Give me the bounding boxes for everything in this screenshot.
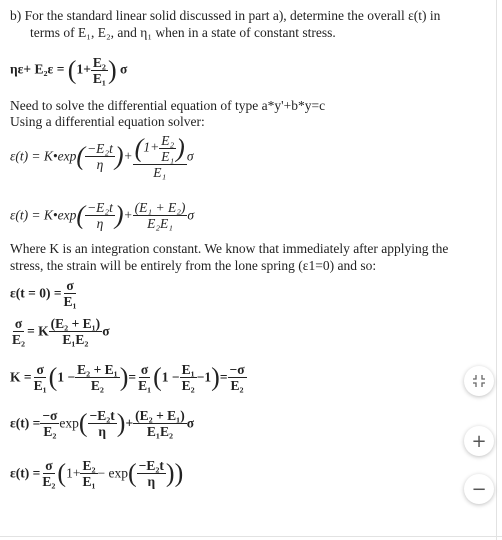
sol1-exp-den: η [96,157,104,172]
eqk2-left: K = [10,369,32,385]
collapse-button[interactable] [464,366,494,396]
eqk2-eq2: = [219,369,228,385]
eqk2-e-num: −σ [229,362,245,377]
equation-strain-final [10,458,183,489]
eqk-mid: = K [27,323,49,339]
eqk-left-fraction [10,316,27,347]
paren-close: ) [165,458,175,488]
viewer-bottom-border [0,536,502,537]
ef2-b-fraction [80,458,97,489]
equation-strain-form-1 [10,408,194,439]
intro-line-2: terms of E₁, E₂, and η₁ when in a state of constant stress. [30,25,336,40]
sol1-inner-num: E₂ [161,133,175,148]
paren-open: ( [57,458,67,488]
eqk2-c-num: σ [140,362,149,377]
sol1-inner-one: 1+ [143,139,160,155]
paren-open: ( [48,362,58,392]
eqk2-a-den: E₁ [33,378,47,393]
sol1-left: ε(t) = K•exp [10,148,77,164]
ef2-a-num: σ [45,458,53,473]
eqk2-c-fraction [136,362,153,393]
ef2-one: 1+ [66,465,81,481]
eqk2-b-num: E₂ + E₁ [77,362,118,377]
paren-open: ( [76,200,86,230]
ef1-left: ε(t) = [10,415,41,431]
eq-init-fraction [62,278,79,309]
paren-close: ) [174,458,184,488]
eq1-left: ηε+ E₂ε = [10,61,65,77]
paren-open: ( [76,141,86,171]
ef1-plus: + [125,415,134,431]
eqk2-c-den: E₁ [138,378,152,393]
sol1-inner-den: E₁ [161,149,175,164]
equation-k-solved [10,362,247,393]
plus-icon: + [471,430,487,452]
paragraph-line-2: stress, the strain will be entirely from the lone spring (ε1=0) and so: [10,258,377,273]
ef1-x-den: η [98,424,106,439]
eq1-fraction [91,55,108,86]
ef2-x-fraction [137,458,166,489]
sol2-den: E₂E₁ [147,216,173,231]
paren-close: ) [114,141,124,171]
solver-result-2 [10,200,194,231]
eqk-lnum: σ [14,316,23,331]
ef2-b-num: E₂ [82,458,96,473]
eqk-den: E₁E₂ [62,332,89,347]
paren-open: ( [134,133,144,163]
ef2-minus: − exp [97,465,128,481]
eq-init-left: ε(t = 0) = [10,285,62,301]
eqk2-one: 1 − [57,369,76,385]
intro-line-1: b) For the standard linear solid discussed in part a), determine the overall ε(t) in [10,8,441,23]
instruction-line-2: Using a differential equation solver: [10,114,205,129]
sol2-left: ε(t) = K•exp [10,207,77,223]
minus-icon: − [471,478,487,500]
sol2-exp-num: −E₂t [87,200,113,215]
paren-open: ( [127,458,137,488]
eqk2-e-fraction [228,362,247,393]
eq1-one: 1+ [76,61,91,77]
ef2-x-den: η [147,474,156,489]
eqk2-a-num: σ [36,362,44,377]
ef2-b-den: E₁ [82,474,96,489]
eqk-num: (E₂ + E₁) [50,316,101,331]
eqk2-d-fraction [180,362,197,393]
zoom-out-button[interactable] [464,474,494,504]
paragraph-line-1: Where K is an integration constant. We know that immediately after applying the [10,241,449,256]
paren-open: ( [67,55,77,85]
sol2-fraction [133,200,188,231]
ef1-x-num: −E₂t [89,408,115,423]
eqk2-minus1: −1 [196,369,212,385]
sol1-exp-num: −E₂t [87,141,113,156]
collapse-arrows-icon [472,374,486,388]
eqk2-eq: = [128,369,137,385]
paren-close: ) [107,55,117,85]
eqk2-d-den: E₂ [181,378,195,393]
sol1-main-fraction [133,133,187,180]
sol1-main-num [133,133,187,165]
eqk2-e-den: E₂ [230,378,244,393]
equation-initial-strain [10,278,79,309]
sol2-num: (E₁ + E₂) [134,200,186,215]
eqk2-one2: 1 − [161,369,180,385]
ef1-a-fraction [40,408,59,439]
paren-open: ( [78,408,88,438]
eqk-tail: σ [102,323,110,339]
paren-close: ) [119,362,129,392]
eq-init-den: E₁ [63,294,77,309]
ef2-a-den: E₂ [42,474,56,489]
sol2-exp-fraction [85,200,115,231]
eqk2-b-fraction [75,362,120,393]
equation-k-relation [10,316,110,347]
ef1-x-fraction [88,408,117,439]
instruction-line-1: Need to solve the differential equation of type a*y'+b*y=c [10,98,326,113]
eq-init-num: σ [66,278,74,293]
eq1-tail: σ [120,61,128,77]
sol2-plus: + [123,207,133,223]
paren-close: ) [116,408,126,438]
paren-close: ) [211,362,220,392]
ef2-x-num: −E₂t [138,458,164,473]
eqk2-a-fraction [32,362,49,393]
sol1-main-den: E₁ [153,165,167,180]
eqk2-d-num: E₁ [181,362,195,377]
ef1-a-num: −σ [42,408,58,423]
ef1-exp: exp [59,415,79,431]
sol1-exp-fraction [85,141,115,172]
sol1-plus: + [123,148,133,164]
eq1-den: E₁ [92,71,106,86]
sol2-exp-den: η [96,216,104,231]
paren-open: ( [153,362,162,392]
paren-close: ) [176,133,185,163]
solver-result-1 [10,133,194,180]
sol1-inner-fraction [159,133,176,164]
eq1-num: E₂ [92,55,106,70]
ef1-a-den: E₂ [43,424,57,439]
ef2-left: ε(t) = [10,465,41,481]
ef2-a-fraction [40,458,57,489]
sol2-tail: σ [187,207,195,223]
zoom-in-button[interactable] [464,426,494,456]
ef1-b-fraction [133,408,187,439]
ef1-b-num: (E₂ + E₁) [135,408,185,423]
eqk-lden: E₂ [12,332,26,347]
equation-constant-stress [10,55,127,86]
sol1-tail: σ [186,148,194,164]
ef1-b-den: E₁E₂ [146,424,173,439]
paren-close: ) [114,200,124,230]
eqk-fraction [49,316,103,347]
ef1-tail: σ [186,415,195,431]
eqk2-b-den: E₂ [90,378,104,393]
viewer-right-border [496,0,497,540]
